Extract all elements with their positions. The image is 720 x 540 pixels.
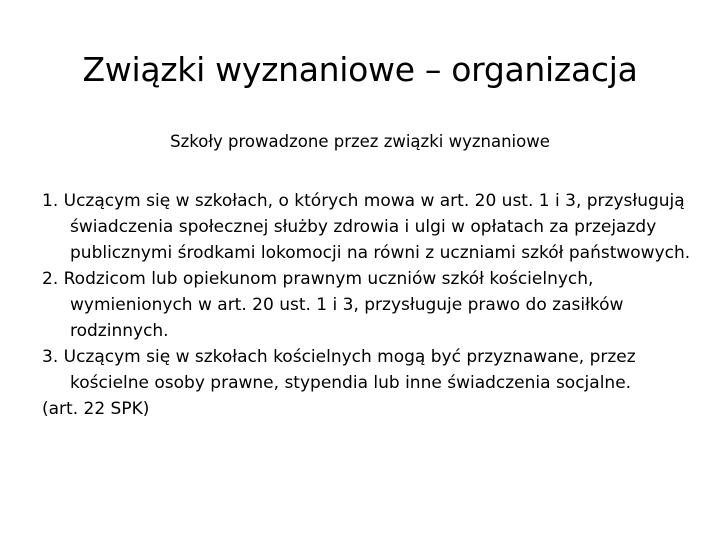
slide-title: Związki wyznaniowe – organizacja xyxy=(82,50,638,89)
list-item: 2. Rodzicom lub opiekunom prawnym uczniów szkół kościelnych, wymienionych w art. 20 ust. 1 i 3, przysługuje prawo do zasiłków rodzinnych. xyxy=(42,269,624,341)
legal-reference: (art. 22 SPK) xyxy=(42,399,150,419)
list-item: 1. Uczącym się w szkołach, o których mowa w art. 20 ust. 1 i 3, przysługują świadczenia społecznej służby zdrowia i ulgi w opłatach za przejazdy publicznymi środkami lokomocji na równi z uczniami szkół państwowych. xyxy=(42,191,691,263)
slide-body xyxy=(42,188,692,422)
slide-subtitle: Szkoły prowadzone przez związki wyznaniowe xyxy=(170,132,550,151)
list-item: 3. Uczącym się w szkołach kościelnych mogą być przyznawane, przez kościelne osoby prawne, stypendia lub inne świadczenia socjalne. xyxy=(42,347,636,393)
